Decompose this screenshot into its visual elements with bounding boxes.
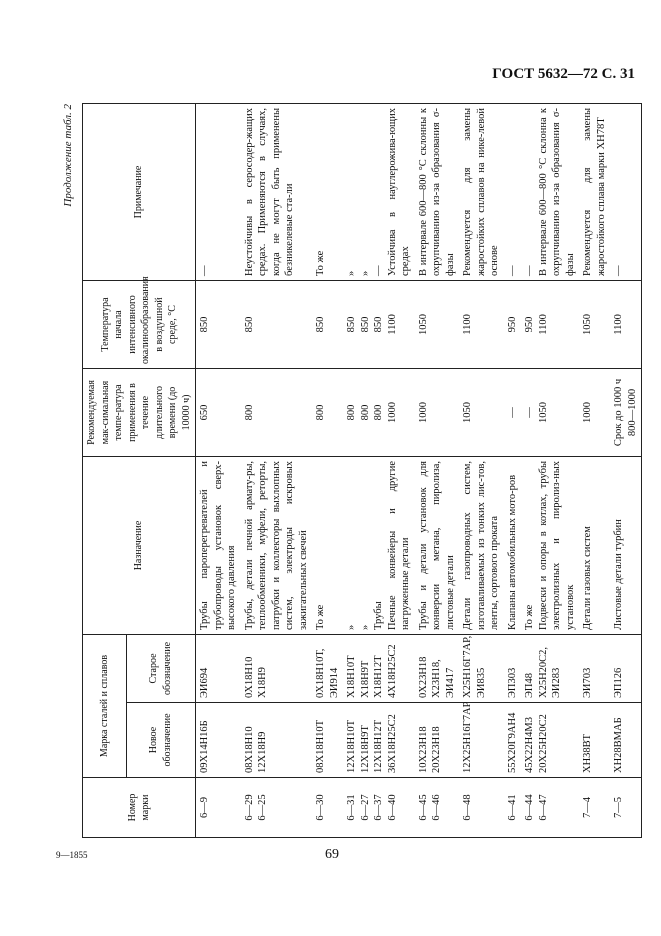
cell-note: Неустойчивы в серосодер-жащих средах. Применяются в случаях, когда не могут быть применены безникелевые ста-ли [241,103,313,280]
rotated-table-area [62,104,638,838]
cell-t1: 650 [196,368,241,456]
table-row [459,103,504,837]
cell-new: 08Х18Н10Т [312,703,343,778]
col-new: Новое обозначение [126,703,195,778]
cell-t1: 1050 [459,368,504,456]
cell-purpose: Детали газопроводных систем, изготавливаемых из тонких лис-тов, ленты, сортового проката [459,456,504,634]
cell-old: ЭИ694 [196,634,241,702]
cell-old: 0Х18Н10Т, ЭИ914 [312,634,343,702]
cell-t1: 800 [312,368,343,456]
cell-purpose: Листовые детали турбин [610,456,642,634]
col-num: Номер марки [83,778,196,838]
cell-note: — [610,103,642,280]
cell-t2: 950 1100 [521,280,579,368]
cell-t2: 850 850 850 1100 [343,280,415,368]
cell-new: 55Х20Г9АН4 [504,703,522,778]
cell-note: Рекомендуется для замены жаростойких сплавов на нике-левой основе [459,103,504,280]
col-temp-rec: Рекомендуемая мак-симальная темпе-ратура применения в течение длительного времени (до 10000 ч) [83,368,196,456]
cell-note: То же [312,103,343,280]
table-row [415,103,460,837]
cell-t2: 850 [196,280,241,368]
cell-purpose: То же [312,456,343,634]
cell-old: ЭИ703 [579,634,610,702]
cell-purpose: То же Подвески и опоры в котлах, трубы электролизных и пиролиз-ных установок [521,456,579,634]
cell-num: 7—4 [579,778,610,838]
cell-new: ХН28ВМАБ [610,703,642,778]
cell-t2: 1050 [415,280,460,368]
cell-new: 45Х22Н4М3 20Х25Н20С2 [521,703,579,778]
cell-t2: 1100 [610,280,642,368]
cell-note: В интервале 600—800 °С склонны к охрупчиванию из-за образования σ-фазы [415,103,460,280]
table-row [312,103,343,837]
col-old: Старое обозначение [126,634,195,702]
col-note: Примечание [83,103,196,280]
col-grade-group: Марка сталей и сплавов [83,634,127,777]
cell-t1: — 1050 [521,368,579,456]
cell-note: — [196,103,241,280]
cell-old: Х18Н10Т Х18Н9Т Х18Н12Т 4Х18Н25С2 [343,634,415,702]
table-row [504,103,522,837]
cell-t2: 1050 [579,280,610,368]
cell-purpose: Трубы и детали установок для конверсии метана, пиролиза, листовые детали [415,456,460,634]
page-header: ГОСТ 5632—72 С. 31 [492,66,635,82]
cell-t2: 950 [504,280,522,368]
cell-old: Х25Н16Г7АР, ЭИ835 [459,634,504,702]
cell-new: 12Х25Н16Г7АР [459,703,504,778]
table-row [343,103,415,837]
cell-t1: 1000 [415,368,460,456]
cell-num: 6—45 6—46 [415,778,460,838]
cell-num: 6—44 6—47 [521,778,579,838]
page-number: 69 [325,847,339,862]
cell-note: — [504,103,522,280]
cell-num: 6—9 [196,778,241,838]
col-temp-scale: Температура начала интенсивного окалинообразования в воздушной среде, °С [83,280,196,368]
cell-new: 12Х18Н10Т 12Х18Н9Т 12Х18Н12Т 36Х18Н25С2 [343,703,415,778]
footer-code: 9—1855 [56,850,88,860]
cell-num: 6—31 6—27 6—37 6—40 [343,778,415,838]
cell-new: ХН38ВТ [579,703,610,778]
table-row [610,103,642,837]
cell-purpose: Клапаны автомобильных мото-ров [504,456,522,634]
cell-num: 6—30 [312,778,343,838]
cell-num: 6—41 [504,778,522,838]
cell-t1: 800 800 800 1000 [343,368,415,456]
cell-purpose: Детали газовых систем [579,456,610,634]
cell-old: ЭП126 [610,634,642,702]
cell-num: 6—29 6—25 [241,778,313,838]
cell-t1: Срок до 1000 ч 800—1000 [610,368,642,456]
table-row [241,103,313,837]
cell-note: — В интервале 600—800 °С склонна к охрупчиванию из-за образования σ-фазы [521,103,579,280]
cell-new: 08Х18Н10 12Х18Н9 [241,703,313,778]
cell-t1: 800 [241,368,313,456]
table-row [579,103,610,837]
cell-t2: 1100 [459,280,504,368]
continuation-label: Продолжение табл. 2 [62,104,74,207]
cell-new: 09Х14Н16Б [196,703,241,778]
cell-purpose: » » Трубы Печные конвейеры и другие нагруженные детали [343,456,415,634]
col-purpose: Назначение [83,456,196,634]
cell-old: ЭП303 [504,634,522,702]
cell-old: 0Х23Н18 Х23Н18, ЭИ417 [415,634,460,702]
cell-old: ЭП48 Х25Н20С2, ЭИ283 [521,634,579,702]
cell-t1: — [504,368,522,456]
cell-purpose: Трубы пароперегревателей и трубопроводы установок сверх-высокого давления [196,456,241,634]
cell-note: » » — Устойчива в науглерожива-ющих средах [343,103,415,280]
table-row [196,103,241,837]
cell-t2: 850 [312,280,343,368]
cell-purpose: Трубы, детали печной армату-ры, теплообменники, муфели, реторты, патрубки и коллекторы выхлопных систем, электроды искровых зажигательных свечей [241,456,313,634]
steel-table [82,103,642,838]
cell-new: 10Х23Н18 20Х23Н18 [415,703,460,778]
cell-t2: 850 [241,280,313,368]
cell-t1: 1000 [579,368,610,456]
table-row [521,103,579,837]
cell-num: 7—5 [610,778,642,838]
cell-note: Рекомендуется для замены жаростойкого сплава марки ХН78Т [579,103,610,280]
cell-num: 6—48 [459,778,504,838]
cell-old: 0Х18Н10 Х18Н9 [241,634,313,702]
